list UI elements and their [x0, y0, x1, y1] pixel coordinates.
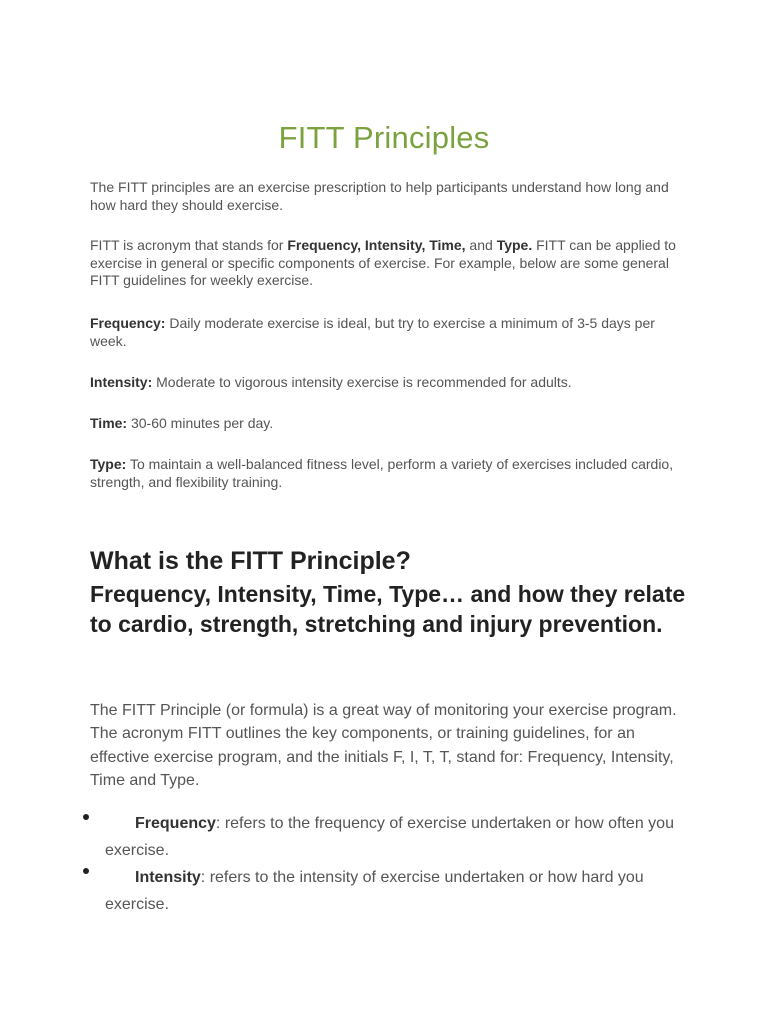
bullet-term: Intensity [135, 869, 201, 886]
acronym-type: Type. [496, 237, 533, 253]
guideline-text: Daily moderate exercise is ideal, but try to exercise a minimum of 3-5 days per week. [90, 315, 655, 349]
section-body: The FITT Principle (or formula) is a great way of monitoring your exercise program. The acronym FITT outlines the key components, or training guidelines, for an effective exercise program, and the initials F, I, T, T, stand for: Frequency, Intensity, Time and Type. [90, 702, 677, 789]
bullet-description: : refers to the intensity of exercise undertaken or how hard you exercise. [105, 869, 644, 913]
guideline-label: Frequency: [90, 315, 166, 331]
bullet-icon [83, 868, 89, 874]
acronym-suffix: FITT can be applied to exercise in general or specific components of exercise. For example, below are some general FITT guidelines for weekly exercise. [90, 237, 676, 288]
section-heading: What is the FITT Principle? [90, 547, 411, 575]
page-title: FITT Principles [278, 120, 490, 155]
guideline-text: To maintain a well-balanced fitness level, perform a variety of exercises included cardio, strength, and flexibility training. [90, 456, 674, 490]
acronym-and: and [465, 237, 497, 253]
section-subheading: Frequency, Intensity, Time, Type… and how they relate to cardio, strength, stretching and injury prevention. [90, 581, 686, 637]
bullet-term: Frequency [135, 815, 216, 832]
bullet-description: : refers to the frequency of exercise undertaken or how often you exercise. [105, 815, 674, 859]
acronym-prefix: FITT is acronym that stands for [90, 237, 288, 253]
acronym-terms: Frequency, Intensity, Time, [287, 237, 466, 253]
guideline-label: Time: [90, 415, 128, 431]
list-item [0, 864, 768, 918]
guideline-text: 30-60 minutes per day. [127, 415, 274, 431]
bullet-icon [83, 814, 89, 820]
guideline-text: Moderate to vigorous intensity exercise is recommended for adults. [152, 374, 572, 390]
bullet-text [105, 810, 685, 864]
guideline-label: Type: [90, 456, 127, 472]
fitt-bullet-list [0, 810, 768, 918]
intro-paragraph: The FITT principles are an exercise prescription to help participants understand how long and how hard they should exercise. [90, 179, 669, 213]
list-item [0, 810, 768, 864]
guideline-time [90, 415, 690, 433]
bullet-text [105, 864, 685, 918]
guideline-label: Intensity: [90, 374, 153, 390]
guideline-frequency [90, 315, 690, 350]
acronym-paragraph [90, 237, 690, 290]
guideline-intensity [90, 374, 690, 392]
guideline-type [90, 456, 690, 491]
